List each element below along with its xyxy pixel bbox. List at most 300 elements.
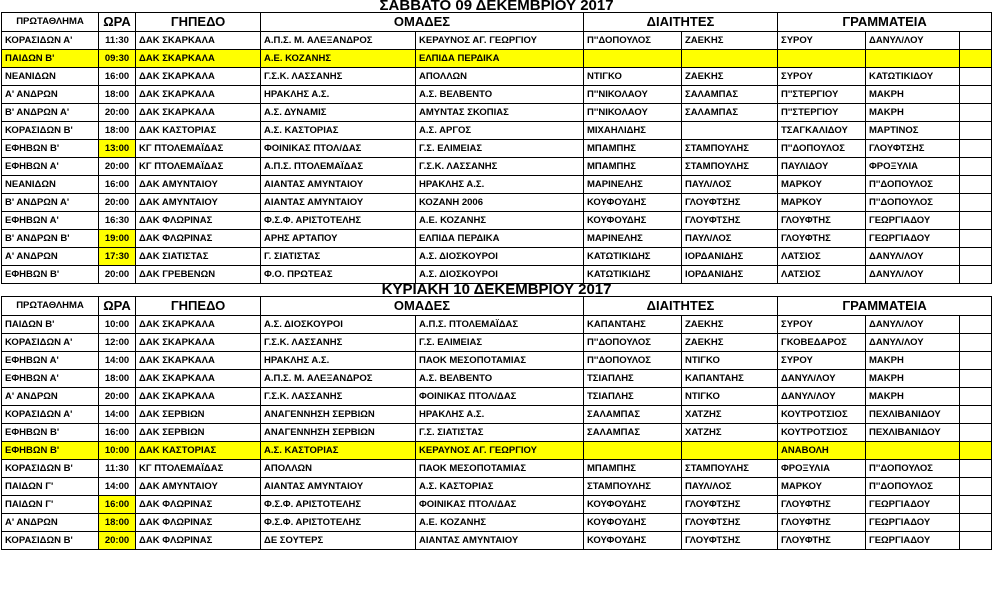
header-row [2, 13, 992, 32]
time-cell: 16:30 [99, 212, 136, 230]
home-team-cell: Γ.Σ.Κ. ΛΑΣΣΑΝΗΣ [261, 388, 416, 406]
secretary-2-cell: ΠΕΧΛΙΒΑΝΙΔΟΥ [866, 424, 960, 442]
away-team-cell: ΕΛΠΙΔΑ ΠΕΡΔΙΚΑ [416, 50, 584, 68]
time-cell: 16:00 [99, 496, 136, 514]
referee-2-cell: ΓΛΟΥΦΤΣΗΣ [682, 194, 778, 212]
referee-2-cell: ΓΛΟΥΦΤΣΗΣ [682, 514, 778, 532]
venue-cell: ΔΑΚ ΣΚΑΡΚΑΛΑ [136, 388, 261, 406]
championship-cell: ΠΑΙΔΩΝ Β' [2, 50, 99, 68]
blank-cell [960, 352, 992, 370]
blank-cell [960, 86, 992, 104]
away-team-cell: Γ.Σ. ΕΛΙΜΕΙΑΣ [416, 334, 584, 352]
home-team-cell: ΔΕ ΣΟΥΤΕΡΣ [261, 532, 416, 550]
away-team-cell: Α.Σ. ΔΙΟΣΚΟΥΡΟΙ [416, 266, 584, 284]
match-row [2, 32, 992, 50]
referee-2-cell: ΚΑΠΑΝΤΑΗΣ [682, 370, 778, 388]
secretary-1-cell: ΜΑΡΚΟΥ [778, 194, 866, 212]
header-teams: ΟΜΑΔΕΣ [261, 13, 584, 32]
secretary-1-cell: ΓΛΟΥΦΤΗΣ [778, 514, 866, 532]
home-team-cell: Γ. ΣΙΑΤΙΣΤΑΣ [261, 248, 416, 266]
secretary-1-cell: ΣΥΡΟΥ [778, 352, 866, 370]
home-team-cell: Α.Π.Σ. ΠΤΟΛΕΜΑΪΔΑΣ [261, 158, 416, 176]
home-team-cell: Φ.Σ.Φ. ΑΡΙΣΤΟΤΕΛΗΣ [261, 514, 416, 532]
away-team-cell: Α.Ε. ΚΟΖΑΝΗΣ [416, 212, 584, 230]
away-team-cell: Α.Π.Σ. ΠΤΟΛΕΜΑΪΔΑΣ [416, 316, 584, 334]
match-row [2, 50, 992, 68]
time-cell: 20:00 [99, 158, 136, 176]
secretary-2-cell [866, 442, 960, 460]
venue-cell: ΔΑΚ ΣΚΑΡΚΑΛΑ [136, 316, 261, 334]
blank-cell [960, 32, 992, 50]
away-team-cell: Α.Σ. ΒΕΛΒΕΝΤΟ [416, 86, 584, 104]
secretary-2-cell: ΔΑΝΥΛ/ΛΟΥ [866, 32, 960, 50]
referee-1-cell: Π''ΔΟΠΟΥΛΟΣ [584, 32, 682, 50]
secretary-2-cell: ΜΑΚΡΗ [866, 352, 960, 370]
away-team-cell: Γ.Σ. ΣΙΑΤΙΣΤΑΣ [416, 424, 584, 442]
schedule-sheet [1, 0, 991, 550]
secretary-2-cell: ΓΕΩΡΓΙΑΔΟΥ [866, 532, 960, 550]
referee-2-cell: ΠΑΥΛ/ΛΟΣ [682, 478, 778, 496]
time-cell: 20:00 [99, 388, 136, 406]
championship-cell: ΕΦΗΒΩΝ Β' [2, 424, 99, 442]
away-team-cell: Α.Σ. ΒΕΛΒΕΝΤΟ [416, 370, 584, 388]
secretary-2-cell: Π''ΔΟΠΟΥΛΟΣ [866, 194, 960, 212]
match-row [2, 68, 992, 86]
championship-cell: ΕΦΗΒΩΝ Β' [2, 442, 99, 460]
referee-1-cell: ΜΙΧΑΗΛΙΔΗΣ [584, 122, 682, 140]
secretary-2-cell: ΔΑΝΥΛ/ΛΟΥ [866, 334, 960, 352]
header-secretariat: ΓΡΑΜΜΑΤΕΙΑ [778, 297, 992, 316]
time-cell: 20:00 [99, 104, 136, 122]
secretary-2-cell: ΔΑΝΥΛ/ΛΟΥ [866, 248, 960, 266]
time-cell: 11:30 [99, 32, 136, 50]
home-team-cell: ΑΡΗΣ ΑΡΤΑΠΟΥ [261, 230, 416, 248]
away-team-cell: ΠΑΟΚ ΜΕΣΟΠΟΤΑΜΙΑΣ [416, 460, 584, 478]
referee-2-cell: ΙΟΡΔΑΝΙΔΗΣ [682, 266, 778, 284]
venue-cell: ΔΑΚ ΣΚΑΡΚΑΛΑ [136, 370, 261, 388]
secretary-2-cell: ΜΑΚΡΗ [866, 370, 960, 388]
header-row [2, 297, 992, 316]
match-row [2, 352, 992, 370]
time-cell: 18:00 [99, 370, 136, 388]
match-row [2, 496, 992, 514]
time-cell: 10:00 [99, 442, 136, 460]
venue-cell: ΔΑΚ ΦΛΩΡΙΝΑΣ [136, 514, 261, 532]
secretary-1-cell: ΛΑΤΣΙΟΣ [778, 266, 866, 284]
secretary-1-cell: ΣΥΡΟΥ [778, 68, 866, 86]
away-team-cell: ΚΟΖΑΝΗ 2006 [416, 194, 584, 212]
time-cell: 16:00 [99, 424, 136, 442]
championship-cell: Α' ΑΝΔΡΩΝ [2, 86, 99, 104]
championship-cell: ΚΟΡΑΣΙΔΩΝ Β' [2, 122, 99, 140]
time-cell: 09:30 [99, 50, 136, 68]
referee-1-cell: ΤΣΙΑΠΛΗΣ [584, 388, 682, 406]
header-secretariat: ΓΡΑΜΜΑΤΕΙΑ [778, 13, 992, 32]
secretary-1-cell: ΣΥΡΟΥ [778, 32, 866, 50]
referee-1-cell: Π''ΔΟΠΟΥΛΟΣ [584, 334, 682, 352]
referee-2-cell: ΓΛΟΥΦΤΣΗΣ [682, 212, 778, 230]
secretary-2-cell: ΜΑΚΡΗ [866, 86, 960, 104]
venue-cell: ΔΑΚ ΑΜΥΝΤΑΙΟΥ [136, 478, 261, 496]
away-team-cell: ΑΙΑΝΤΑΣ ΑΜΥΝΤΑΙΟΥ [416, 532, 584, 550]
away-team-cell: ΠΑΟΚ ΜΕΣΟΠΟΤΑΜΙΑΣ [416, 352, 584, 370]
blank-cell [960, 212, 992, 230]
championship-cell: ΕΦΗΒΩΝ Β' [2, 266, 99, 284]
venue-cell: ΔΑΚ ΣΚΑΡΚΑΛΑ [136, 32, 261, 50]
venue-cell: ΔΑΚ ΦΛΩΡΙΝΑΣ [136, 496, 261, 514]
championship-cell: ΝΕΑΝΙΔΩΝ [2, 68, 99, 86]
referee-1-cell: Π''ΝΙΚΟΛΑΟΥ [584, 104, 682, 122]
time-cell: 18:00 [99, 122, 136, 140]
championship-cell: ΕΦΗΒΩΝ Α' [2, 212, 99, 230]
home-team-cell: Φ.Σ.Φ. ΑΡΙΣΤΟΤΕΛΗΣ [261, 496, 416, 514]
referee-1-cell: ΜΑΡΙΝΕΛΗΣ [584, 176, 682, 194]
header-championship: ΠΡΩΤΑΘΛΗΜΑ [2, 297, 99, 316]
blank-cell [960, 316, 992, 334]
blank-cell [960, 478, 992, 496]
venue-cell: ΚΓ ΠΤΟΛΕΜΑΪΔΑΣ [136, 158, 261, 176]
time-cell: 19:00 [99, 230, 136, 248]
referee-1-cell: ΚΑΤΩΤΙΚΙΔΗΣ [584, 248, 682, 266]
away-team-cell: ΚΕΡΑΥΝΟΣ ΑΓ. ΓΕΩΡΓΙΟΥ [416, 32, 584, 50]
secretary-1-cell: ΠΑΥΛΙΔΟΥ [778, 158, 866, 176]
match-row [2, 194, 992, 212]
match-row [2, 122, 992, 140]
match-row [2, 158, 992, 176]
match-row [2, 316, 992, 334]
time-cell: 14:00 [99, 478, 136, 496]
championship-cell: Β' ΑΝΔΡΩΝ Β' [2, 230, 99, 248]
referee-2-cell: ΣΤΑΜΠΟΥΛΗΣ [682, 140, 778, 158]
match-row [2, 86, 992, 104]
time-cell: 14:00 [99, 352, 136, 370]
blank-cell [960, 50, 992, 68]
secretary-2-cell: ΚΑΤΩΤΙΚΙΔΟΥ [866, 68, 960, 86]
referee-1-cell: ΚΟΥΦΟΥΔΗΣ [584, 194, 682, 212]
match-row [2, 442, 992, 460]
blank-cell [960, 104, 992, 122]
referee-1-cell: ΣΑΛΑΜΠΑΣ [584, 406, 682, 424]
referee-1-cell [584, 442, 682, 460]
match-row [2, 388, 992, 406]
away-team-cell: ΦΟΙΝΙΚΑΣ ΠΤΟΛ/ΔΑΣ [416, 496, 584, 514]
secretary-2-cell: Π''ΔΟΠΟΥΛΟΣ [866, 176, 960, 194]
referee-1-cell: ΚΑΠΑΝΤΑΗΣ [584, 316, 682, 334]
match-row [2, 532, 992, 550]
secretary-1-cell: Π''ΔΟΠΟΥΛΟΣ [778, 140, 866, 158]
away-team-cell: ΑΜΥΝΤΑΣ ΣΚΟΠΙΑΣ [416, 104, 584, 122]
referee-2-cell: ΣΤΑΜΠΟΥΛΗΣ [682, 158, 778, 176]
blank-cell [960, 248, 992, 266]
header-teams: ΟΜΑΔΕΣ [261, 297, 584, 316]
referee-2-cell: ΣΤΑΜΠΟΥΛΗΣ [682, 460, 778, 478]
home-team-cell: Φ.Σ.Φ. ΑΡΙΣΤΟΤΕΛΗΣ [261, 212, 416, 230]
secretary-1-cell: ΓΛΟΥΦΤΗΣ [778, 230, 866, 248]
home-team-cell: Α.Ε. ΚΟΖΑΝΗΣ [261, 50, 416, 68]
match-row [2, 424, 992, 442]
match-row [2, 514, 992, 532]
secretary-1-cell: ΜΑΡΚΟΥ [778, 478, 866, 496]
referee-1-cell: ΣΤΑΜΠΟΥΛΗΣ [584, 478, 682, 496]
venue-cell: ΔΑΚ ΦΛΩΡΙΝΑΣ [136, 532, 261, 550]
referee-1-cell: ΚΟΥΦΟΥΔΗΣ [584, 532, 682, 550]
time-cell: 16:00 [99, 68, 136, 86]
referee-1-cell: ΜΑΡΙΝΕΛΗΣ [584, 230, 682, 248]
venue-cell: ΚΓ ΠΤΟΛΕΜΑΪΔΑΣ [136, 460, 261, 478]
referee-2-cell: ΣΑΛΑΜΠΑΣ [682, 104, 778, 122]
match-row [2, 248, 992, 266]
home-team-cell: Α.Σ. ΔΙΟΣΚΟΥΡΟΙ [261, 316, 416, 334]
referee-1-cell: ΝΤΙΓΚΟ [584, 68, 682, 86]
secretary-1-cell: ΚΟΥΤΡΟΤΣΙΟΣ [778, 406, 866, 424]
referee-2-cell: ΖΑΕΚΗΣ [682, 32, 778, 50]
secretary-2-cell: ΦΡΟΞΥΛΙΑ [866, 158, 960, 176]
venue-cell: ΔΑΚ ΣΕΡΒΙΩΝ [136, 406, 261, 424]
day-title-row [2, 0, 992, 13]
referee-1-cell: ΤΣΙΑΠΛΗΣ [584, 370, 682, 388]
referee-2-cell [682, 122, 778, 140]
blank-cell [960, 532, 992, 550]
schedule-table [1, 0, 992, 550]
secretary-1-cell: Π''ΣΤΕΡΓΙΟΥ [778, 104, 866, 122]
time-cell: 20:00 [99, 532, 136, 550]
time-cell: 20:00 [99, 266, 136, 284]
blank-cell [960, 424, 992, 442]
away-team-cell: ΕΛΠΙΔΑ ΠΕΡΔΙΚΑ [416, 230, 584, 248]
secretary-1-cell: ΔΑΝΥΛ/ΛΟΥ [778, 388, 866, 406]
match-row [2, 230, 992, 248]
championship-cell: ΕΦΗΒΩΝ Α' [2, 370, 99, 388]
secretary-2-cell: ΓΕΩΡΓΙΑΔΟΥ [866, 496, 960, 514]
blank-cell [960, 496, 992, 514]
home-team-cell: Α.Π.Σ. Μ. ΑΛΕΞΑΝΔΡΟΣ [261, 370, 416, 388]
secretary-1-cell: ΓΛΟΥΦΤΗΣ [778, 212, 866, 230]
home-team-cell: ΗΡΑΚΛΗΣ Α.Σ. [261, 86, 416, 104]
referee-2-cell: ΣΑΛΑΜΠΑΣ [682, 86, 778, 104]
referee-1-cell: ΜΠΑΜΠΗΣ [584, 460, 682, 478]
secretary-2-cell: ΓΕΩΡΓΙΑΔΟΥ [866, 514, 960, 532]
secretary-2-cell [866, 50, 960, 68]
championship-cell: Α' ΑΝΔΡΩΝ [2, 248, 99, 266]
home-team-cell: Α.Σ. ΔΥΝΑΜΙΣ [261, 104, 416, 122]
championship-cell: Α' ΑΝΔΡΩΝ [2, 388, 99, 406]
referee-2-cell: ΧΑΤΖΗΣ [682, 424, 778, 442]
time-cell: 13:00 [99, 140, 136, 158]
referee-2-cell: ΖΑΕΚΗΣ [682, 68, 778, 86]
venue-cell: ΔΑΚ ΑΜΥΝΤΑΙΟΥ [136, 176, 261, 194]
referee-1-cell: Π''ΝΙΚΟΛΑΟΥ [584, 86, 682, 104]
header-referees: ΔΙΑΙΤΗΤΕΣ [584, 297, 778, 316]
secretary-1-cell: ΜΑΡΚΟΥ [778, 176, 866, 194]
away-team-cell: Α.Ε. ΚΟΖΑΝΗΣ [416, 514, 584, 532]
referee-1-cell: ΜΠΑΜΠΗΣ [584, 140, 682, 158]
secretary-2-cell: Π''ΔΟΠΟΥΛΟΣ [866, 460, 960, 478]
referee-2-cell: ΓΛΟΥΦΤΣΗΣ [682, 496, 778, 514]
match-row [2, 370, 992, 388]
championship-cell: ΠΑΙΔΩΝ Γ' [2, 478, 99, 496]
secretary-2-cell: ΔΑΝΥΛ/ΛΟΥ [866, 266, 960, 284]
time-cell: 14:00 [99, 406, 136, 424]
referee-2-cell: ΝΤΙΓΚΟ [682, 388, 778, 406]
time-cell: 20:00 [99, 194, 136, 212]
home-team-cell: Α.Π.Σ. Μ. ΑΛΕΞΑΝΔΡΟΣ [261, 32, 416, 50]
championship-cell: ΝΕΑΝΙΔΩΝ [2, 176, 99, 194]
blank-cell [960, 442, 992, 460]
away-team-cell: ΑΠΟΛΛΩΝ [416, 68, 584, 86]
blank-cell [960, 194, 992, 212]
secretary-1-cell: Π''ΣΤΕΡΓΙΟΥ [778, 86, 866, 104]
time-cell: 10:00 [99, 316, 136, 334]
blank-cell [960, 140, 992, 158]
referee-2-cell: ΝΤΙΓΚΟ [682, 352, 778, 370]
match-row [2, 460, 992, 478]
home-team-cell: ΦΟΙΝΙΚΑΣ ΠΤΟΛ/ΔΑΣ [261, 140, 416, 158]
blank-cell [960, 266, 992, 284]
away-team-cell: ΚΕΡΑΥΝΟΣ ΑΓ. ΓΕΩΡΓΙΟΥ [416, 442, 584, 460]
referee-2-cell: ΖΑΕΚΗΣ [682, 334, 778, 352]
home-team-cell: Α.Σ. ΚΑΣΤΟΡΙΑΣ [261, 122, 416, 140]
match-row [2, 176, 992, 194]
header-venue: ΓΗΠΕΔΟ [136, 297, 261, 316]
referee-1-cell: ΚΟΥΦΟΥΔΗΣ [584, 212, 682, 230]
match-row [2, 266, 992, 284]
venue-cell: ΔΑΚ ΣΚΑΡΚΑΛΑ [136, 352, 261, 370]
referee-1-cell: ΚΟΥΦΟΥΔΗΣ [584, 514, 682, 532]
match-row [2, 140, 992, 158]
secretary-2-cell: ΜΑΚΡΗ [866, 104, 960, 122]
championship-cell: ΚΟΡΑΣΙΔΩΝ Α' [2, 334, 99, 352]
referee-1-cell: ΚΑΤΩΤΙΚΙΔΗΣ [584, 266, 682, 284]
referee-2-cell [682, 50, 778, 68]
secretary-1-cell: ΑΝΑΒΟΛΗ [778, 442, 866, 460]
championship-cell: ΕΦΗΒΩΝ Α' [2, 352, 99, 370]
blank-cell [960, 122, 992, 140]
referee-1-cell: ΣΑΛΑΜΠΑΣ [584, 424, 682, 442]
secretary-1-cell: ΤΣΑΓΚΑΛΙΔΟΥ [778, 122, 866, 140]
away-team-cell: Α.Σ. ΑΡΓΟΣ [416, 122, 584, 140]
match-row [2, 212, 992, 230]
time-cell: 18:00 [99, 86, 136, 104]
away-team-cell: ΗΡΑΚΛΗΣ Α.Σ. [416, 176, 584, 194]
away-team-cell: Γ.Σ. ΕΛΙΜΕΙΑΣ [416, 140, 584, 158]
schedule-body [2, 0, 992, 550]
secretary-1-cell: ΔΑΝΥΛ/ΛΟΥ [778, 370, 866, 388]
blank-cell [960, 68, 992, 86]
venue-cell: ΔΑΚ ΣΚΑΡΚΑΛΑ [136, 50, 261, 68]
time-cell: 18:00 [99, 514, 136, 532]
championship-cell: ΚΟΡΑΣΙΔΩΝ Α' [2, 406, 99, 424]
home-team-cell: ΑΠΟΛΛΩΝ [261, 460, 416, 478]
venue-cell: ΔΑΚ ΣΚΑΡΚΑΛΑ [136, 104, 261, 122]
home-team-cell: ΑΙΑΝΤΑΣ ΑΜΥΝΤΑΙΟΥ [261, 194, 416, 212]
blank-cell [960, 158, 992, 176]
blank-cell [960, 460, 992, 478]
referee-2-cell: ΠΑΥΛ/ΛΟΣ [682, 176, 778, 194]
venue-cell: ΔΑΚ ΚΑΣΤΟΡΙΑΣ [136, 442, 261, 460]
day-title: ΣΑΒΒΑΤΟ 09 ΔΕΚΕΜΒΡΙΟΥ 2017 [2, 0, 992, 13]
championship-cell: ΚΟΡΑΣΙΔΩΝ Β' [2, 460, 99, 478]
header-venue: ΓΗΠΕΔΟ [136, 13, 261, 32]
venue-cell: ΔΑΚ ΣΚΑΡΚΑΛΑ [136, 68, 261, 86]
match-row [2, 334, 992, 352]
referee-2-cell [682, 442, 778, 460]
secretary-1-cell: ΦΡΟΞΥΛΙΑ [778, 460, 866, 478]
away-team-cell: Α.Σ. ΔΙΟΣΚΟΥΡΟΙ [416, 248, 584, 266]
away-team-cell: ΦΟΙΝΙΚΑΣ ΠΤΟΛ/ΔΑΣ [416, 388, 584, 406]
secretary-1-cell: ΓΛΟΥΦΤΗΣ [778, 496, 866, 514]
home-team-cell: ΑΝΑΓΕΝΝΗΣΗ ΣΕΡΒΙΩΝ [261, 406, 416, 424]
match-row [2, 406, 992, 424]
venue-cell: ΔΑΚ ΑΜΥΝΤΑΙΟΥ [136, 194, 261, 212]
blank-cell [960, 388, 992, 406]
championship-cell: Α' ΑΝΔΡΩΝ [2, 514, 99, 532]
secretary-1-cell: ΛΑΤΣΙΟΣ [778, 248, 866, 266]
championship-cell: ΚΟΡΑΣΙΔΩΝ Β' [2, 532, 99, 550]
time-cell: 11:30 [99, 460, 136, 478]
day-title: ΚΥΡΙΑΚΗ 10 ΔΕΚΕΜΒΡΙΟΥ 2017 [2, 284, 992, 297]
secretary-1-cell: ΣΥΡΟΥ [778, 316, 866, 334]
venue-cell: ΔΑΚ ΓΡΕΒΕΝΩΝ [136, 266, 261, 284]
blank-cell [960, 406, 992, 424]
referee-2-cell: ΖΑΕΚΗΣ [682, 316, 778, 334]
venue-cell: ΚΓ ΠΤΟΛΕΜΑΪΔΑΣ [136, 140, 261, 158]
venue-cell: ΔΑΚ ΣΙΑΤΙΣΤΑΣ [136, 248, 261, 266]
secretary-2-cell: ΠΕΧΛΙΒΑΝΙΔΟΥ [866, 406, 960, 424]
secretary-2-cell: ΓΛΟΥΦΤΣΗΣ [866, 140, 960, 158]
championship-cell: Β' ΑΝΔΡΩΝ Α' [2, 194, 99, 212]
blank-cell [960, 230, 992, 248]
secretary-2-cell: ΓΕΩΡΓΙΑΔΟΥ [866, 230, 960, 248]
secretary-2-cell: ΔΑΝΥΛ/ΛΟΥ [866, 316, 960, 334]
home-team-cell: Α.Σ. ΚΑΣΤΟΡΙΑΣ [261, 442, 416, 460]
championship-cell: ΠΑΙΔΩΝ Β' [2, 316, 99, 334]
secretary-1-cell [778, 50, 866, 68]
venue-cell: ΔΑΚ ΣΚΑΡΚΑΛΑ [136, 334, 261, 352]
referee-2-cell: ΧΑΤΖΗΣ [682, 406, 778, 424]
blank-cell [960, 514, 992, 532]
header-time: ΩΡΑ [99, 13, 136, 32]
home-team-cell: ΑΙΑΝΤΑΣ ΑΜΥΝΤΑΙΟΥ [261, 176, 416, 194]
referee-1-cell [584, 50, 682, 68]
day-title-row [2, 284, 992, 297]
time-cell: 12:00 [99, 334, 136, 352]
time-cell: 16:00 [99, 176, 136, 194]
home-team-cell: ΑΙΑΝΤΑΣ ΑΜΥΝΤΑΙΟΥ [261, 478, 416, 496]
venue-cell: ΔΑΚ ΚΑΣΤΟΡΙΑΣ [136, 122, 261, 140]
home-team-cell: Φ.Ο. ΠΡΩΤΕΑΣ [261, 266, 416, 284]
venue-cell: ΔΑΚ ΦΛΩΡΙΝΑΣ [136, 212, 261, 230]
home-team-cell: ΑΝΑΓΕΝΝΗΣΗ ΣΕΡΒΙΩΝ [261, 424, 416, 442]
header-championship: ΠΡΩΤΑΘΛΗΜΑ [2, 13, 99, 32]
championship-cell: ΕΦΗΒΩΝ Α' [2, 158, 99, 176]
secretary-2-cell: Π''ΔΟΠΟΥΛΟΣ [866, 478, 960, 496]
venue-cell: ΔΑΚ ΦΛΩΡΙΝΑΣ [136, 230, 261, 248]
header-time: ΩΡΑ [99, 297, 136, 316]
away-team-cell: Α.Σ. ΚΑΣΤΟΡΙΑΣ [416, 478, 584, 496]
blank-cell [960, 334, 992, 352]
referee-1-cell: ΜΠΑΜΠΗΣ [584, 158, 682, 176]
secretary-2-cell: ΓΕΩΡΓΙΑΔΟΥ [866, 212, 960, 230]
championship-cell: ΠΑΙΔΩΝ Γ' [2, 496, 99, 514]
referee-1-cell: Π''ΔΟΠΟΥΛΟΣ [584, 352, 682, 370]
away-team-cell: ΗΡΑΚΛΗΣ Α.Σ. [416, 406, 584, 424]
match-row [2, 104, 992, 122]
venue-cell: ΔΑΚ ΣΚΑΡΚΑΛΑ [136, 86, 261, 104]
header-referees: ΔΙΑΙΤΗΤΕΣ [584, 13, 778, 32]
secretary-1-cell: ΓΚΟΒΕΔΑΡΟΣ [778, 334, 866, 352]
referee-2-cell: ΠΑΥΛ/ΛΟΣ [682, 230, 778, 248]
secretary-2-cell: ΜΑΡΤΙΝΟΣ [866, 122, 960, 140]
